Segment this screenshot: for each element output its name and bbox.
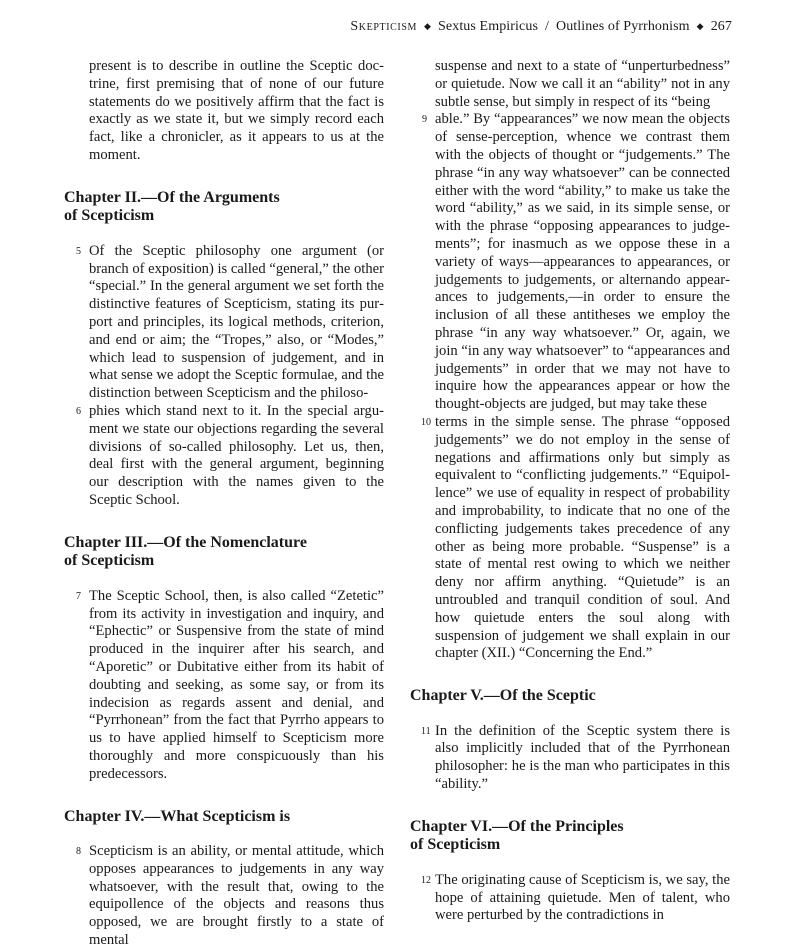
section-number-7: 7 — [76, 590, 81, 602]
section-number-12: 12 — [421, 874, 431, 886]
section-9-paragraph — [410, 111, 730, 414]
chapter-3-heading — [64, 534, 384, 571]
section-5-paragraph — [64, 243, 384, 403]
section-number-6: 6 — [76, 405, 81, 417]
chapter-4-heading: Chapter IV.—What Scepticism is — [64, 807, 291, 825]
section-6-text: phies which stand next to it. In the special argument we state our objections regarding the several divisions of so-called philosophy. Let us, then, deal first with the general argument, beginning our description with the names given to the Sceptic School. — [89, 402, 384, 508]
section-number-9: 9 — [422, 114, 427, 126]
chapter-3-heading-line2: of Scepticism — [64, 552, 155, 570]
section-11-paragraph — [410, 723, 730, 794]
chapter-6-heading-line2: of Scepticism — [410, 836, 501, 854]
section-12-text: The originating cause of Scepticism is, we say, the hope of attaining quietude. Men of talent, who were perturbed by the contradictions in — [435, 871, 730, 924]
section-7-text: The Sceptic School, then, is also called “Zetetic” from its activity in investigation and inquiry, and “Ephectic” or Suspensive from the state of mind produced in the inquirer after his search, and “Aporetic” or Dubitative either from its habit of doubting and seeking, as some say, or from its indecision as regards assent and denial, and “Pyrrhonean” from the fact that Pyrrho appears to us to have applied himself to Scepticism more thoroughly and more conspicuously than his predecessors. — [89, 587, 384, 782]
left-column — [64, 58, 384, 950]
section-8-continued-paragraph — [410, 58, 730, 111]
page-number: 267 — [710, 19, 732, 34]
chapter-6-heading — [410, 818, 730, 855]
section-5-text: Of the Sceptic philosophy one argument (or branch of exposition) is called “general,” the other “special.” In the general argument we set forth the distinctive features of Scepticism, stating its purport and principles, its logical methods, criterion, and end or aim; the “Tropes,” also, or “Modes,” which lead to suspension of judgement, and in what sense we adopt the Sceptic formulae, and the distinction between Scepticism and the philoso- — [89, 242, 384, 402]
chapter-2-heading-line1: Chapter II.—Of the Arguments — [64, 188, 280, 206]
slash-separator: / — [545, 19, 549, 34]
chapter-5-heading: Chapter V.—Of the Sceptic — [410, 687, 596, 705]
section-11-text: In the definition of the Sceptic system there is also implicitly included that of the Pyrrhonean philosopher: he is the man who participates in this “ability.” — [435, 722, 730, 792]
chapter-2-heading-line2: of Scepticism — [64, 207, 155, 225]
author-name: Sextus Empiricus — [438, 19, 538, 34]
section-number-10: 10 — [421, 416, 431, 428]
section-7-paragraph — [64, 588, 384, 784]
right-column — [410, 58, 730, 925]
section-8-text: Scepticism is an ability, or mental attitude, which opposes appearances to judgements in any way whatsoever, with the result that, owing to the equipollence of the objects and reasons thus opposed, we are brought firstly to a state of mental — [89, 843, 384, 948]
section-number-8: 8 — [76, 846, 81, 857]
section-6-paragraph — [64, 403, 384, 510]
running-title: Skepticism — [350, 19, 417, 34]
section-10-text: terms in the simple sense. The phrase “opposed judgements” we do not employ in the sense of negations and affirmations only but simply as equivalent to “conflicting judgements.” “Equipollence” we use of equality in respect of probability and improbability, to indicate that no one of the conflicting judgements takes precedence of any other as being more probable. “Suspense” is a state of mental rest owing to which we neither deny nor affirm anything. “Quietude” is an untroubled and tranquil condition of soul. And how quietude enters the soul along with suspension of judgement we shall explain in our chapter (XII.) “Concerning the End.” — [435, 413, 730, 662]
running-header — [350, 19, 732, 35]
section-12-paragraph — [410, 872, 730, 925]
chapter-3-heading-line1: Chapter III.—Of the Nomenclature — [64, 533, 307, 551]
intro-paragraph: present is to describe in outline the Sceptic doctrine, first premising that of none of our future statements do we positively affirm that the fact is exactly as we state it, but we simply record each fact, like a chronicler, as it appears to us at the moment. — [89, 58, 384, 163]
section-number-5: 5 — [76, 245, 81, 257]
work-title: Outlines of Pyrrhonism — [556, 19, 690, 34]
section-8-paragraph — [64, 843, 384, 950]
diamond-ornament-icon: ◆ — [696, 21, 704, 31]
section-9-text: able.” By “appearances” we now mean the objects of sense-perception, whence we contrast them with the objects of thought or “judgements.” The phrase “in any way whatsoever” can be connected either with the word “ability,” to make us take the word “ability,” as we said, in its simple sense, or with the phrase “opposing appearances to judgements”; for inasmuch as we oppose these in a variety of ways—appearances to appearances, or judgements to judgements, or alternando appearances to judgements,—in order to ensure the inclusion of all these antitheses we employ the phrase “in any way whatsoever.” Or, again, we join “in any way whatsoever” to “appearances and judgements” in order that we may not have to inquire how the appearances appear or how the thought-objects are judged, but may take these — [435, 111, 730, 413]
chapter-6-heading-line1: Chapter VI.—Of the Principles — [410, 817, 624, 835]
section-number-11: 11 — [421, 725, 431, 737]
diamond-ornament-icon: ◆ — [423, 21, 432, 31]
section-10-paragraph — [410, 414, 730, 663]
chapter-2-heading — [64, 189, 384, 226]
section-8-continued-text: suspense and next to a state of “unperturbedness” or quietude. Now we call it an “ability” not in any subtle sense, but simply in respect of its “being — [435, 58, 730, 110]
